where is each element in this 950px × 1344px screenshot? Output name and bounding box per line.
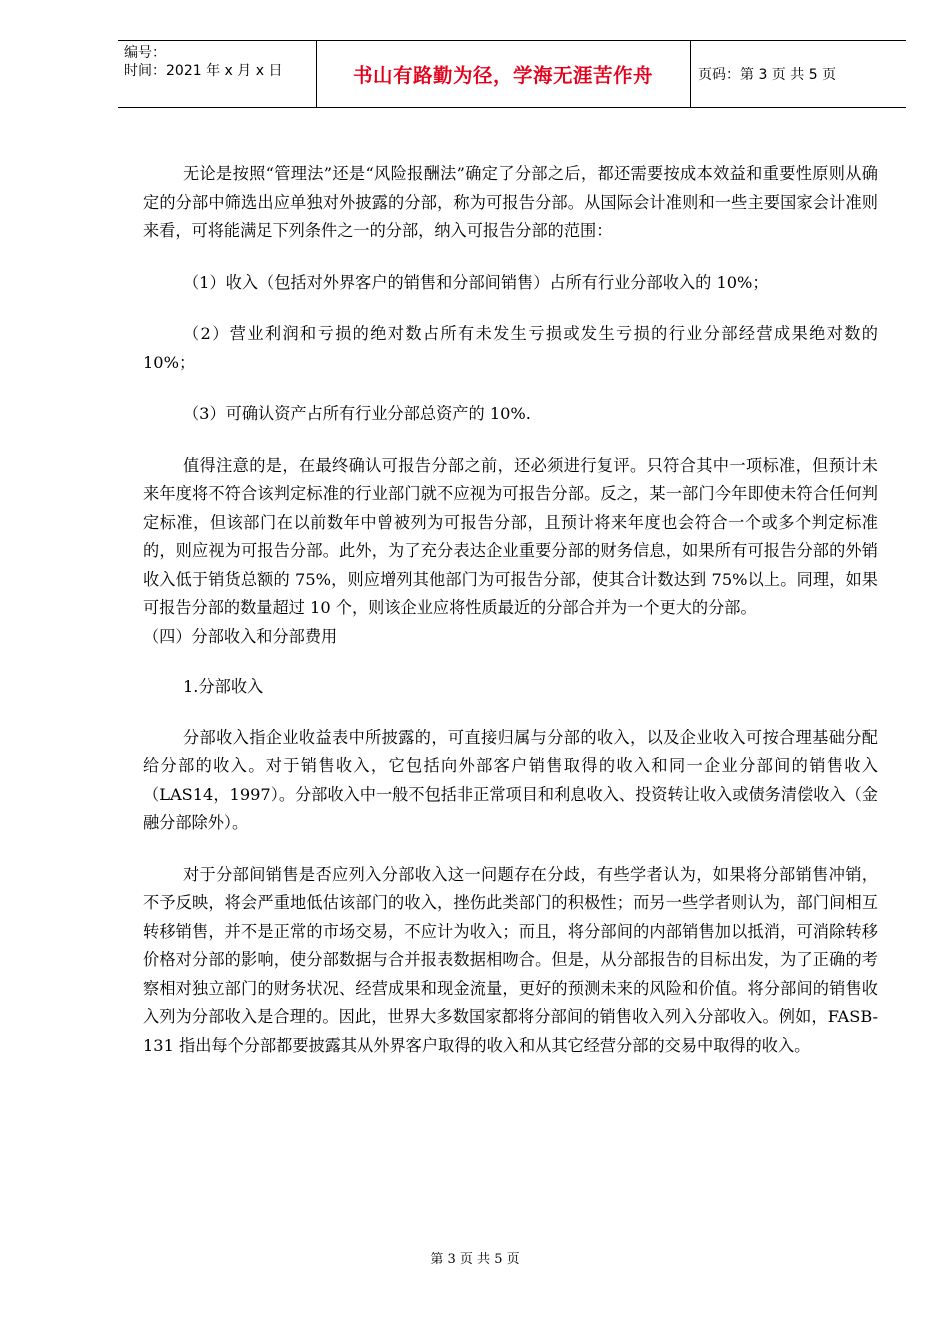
page-footer: 第 3 页 共 5 页: [430, 1252, 520, 1267]
criterion-1: （1）收入（包括对外界客户的销售和分部间销售）占所有行业分部收入的 10%；: [183, 272, 769, 292]
header-divider: [690, 40, 691, 108]
criterion-2: （2）营业利润和亏损的绝对数占所有未发生亏损或发生亏损的行业分部经营成果绝对数的 10%；: [143, 324, 878, 372]
header-motto: 书山有路勤为径，学海无涯苦作舟: [352, 64, 653, 87]
paragraph: 无论是按照“管理法”还是“风险报酬法”确定了分部之后，都还需要按成本效益和重要性原则从确定的分部中筛选出应单独对外披露的分部，称为可报告分部。从国际会计准则和一些主要国家会计准则来看，可将能满足下列条件之一的分部，纳入可报告分部的范围：: [143, 164, 878, 240]
subsection-heading: 1.分部收入: [183, 677, 264, 696]
paragraph: 对于分部间销售是否应列入分部收入这一问题存在分歧，有些学者认为，如果将分部销售冲销，不予反映，将会严重地低估该部门的收入，挫伤此类部门的积极性；而另一些学者则认为，部门间相互转移销售，并不是正常的市场交易，不应计为收入；而且，将分部间的内部销售加以抵消，可消除转移价格对分部的影响，使分部数据与合并报表数据相吻合。但是，从分部报告的目标出发，为了正确的考察相对独立部门的财务状况、经营成果和现金流量，更好的预测未来的风险和价值。将分部间的销售收入列为分部收入是合理的。因此，世界大多数国家都将分部间的销售收入列入分部收入。例如，FASB-131 指出每个分部都要披露其从外界客户取得的收入和从其它经营分部的交易中取得的收入。: [143, 864, 878, 1055]
paragraph: 值得注意的是，在最终确认可报告分部之前，还必须进行复评。只符合其中一项标准，但预计未来年度将不符合该判定标准的行业部门就不应视为可报告分部。反之，某一部门今年即使未符合任何判定标准，但该部门在以前数年中曾被列为可报告分部，且预计将来年度也会符合一个或多个判定标准的，则应视为可报告分部。此外，为了充分表达企业重要分部的财务信息，如果所有可报告分部的外销收入低于销货总额的 75%，则应增列其他部门为可报告分部，使其合计数达到 75%以上。同理，如果可报告分部的数量超过 10 个，则该企业应将性质最近的分部合并为一个更大的分部。: [143, 455, 878, 617]
paragraph: 分部收入指企业收益表中所披露的，可直接归属与分部的收入，以及企业收入可按合理基础分配给分部的收入。对于销售收入，它包括向外部客户销售取得的收入和同一企业分部间的销售收入（LAS14，1997）。分部收入中一般不包括非正常项目和利息收入、投资转让收入或债务清偿收入（金融分部除外）。: [143, 727, 878, 832]
header-page-info: 页码：第 3 页 共 5 页: [698, 67, 837, 83]
document-body: [143, 160, 878, 1060]
header-meta: [124, 44, 282, 80]
page-header: [118, 40, 906, 108]
section-heading: （四）分部收入和分部费用: [143, 626, 338, 646]
criterion-3: （3）可确认资产占所有行业分部总资产的 10%.: [183, 404, 531, 423]
time-line: 时间：2021 年 x 月 x 日: [124, 63, 283, 79]
serial-label: 编号：: [124, 45, 166, 61]
